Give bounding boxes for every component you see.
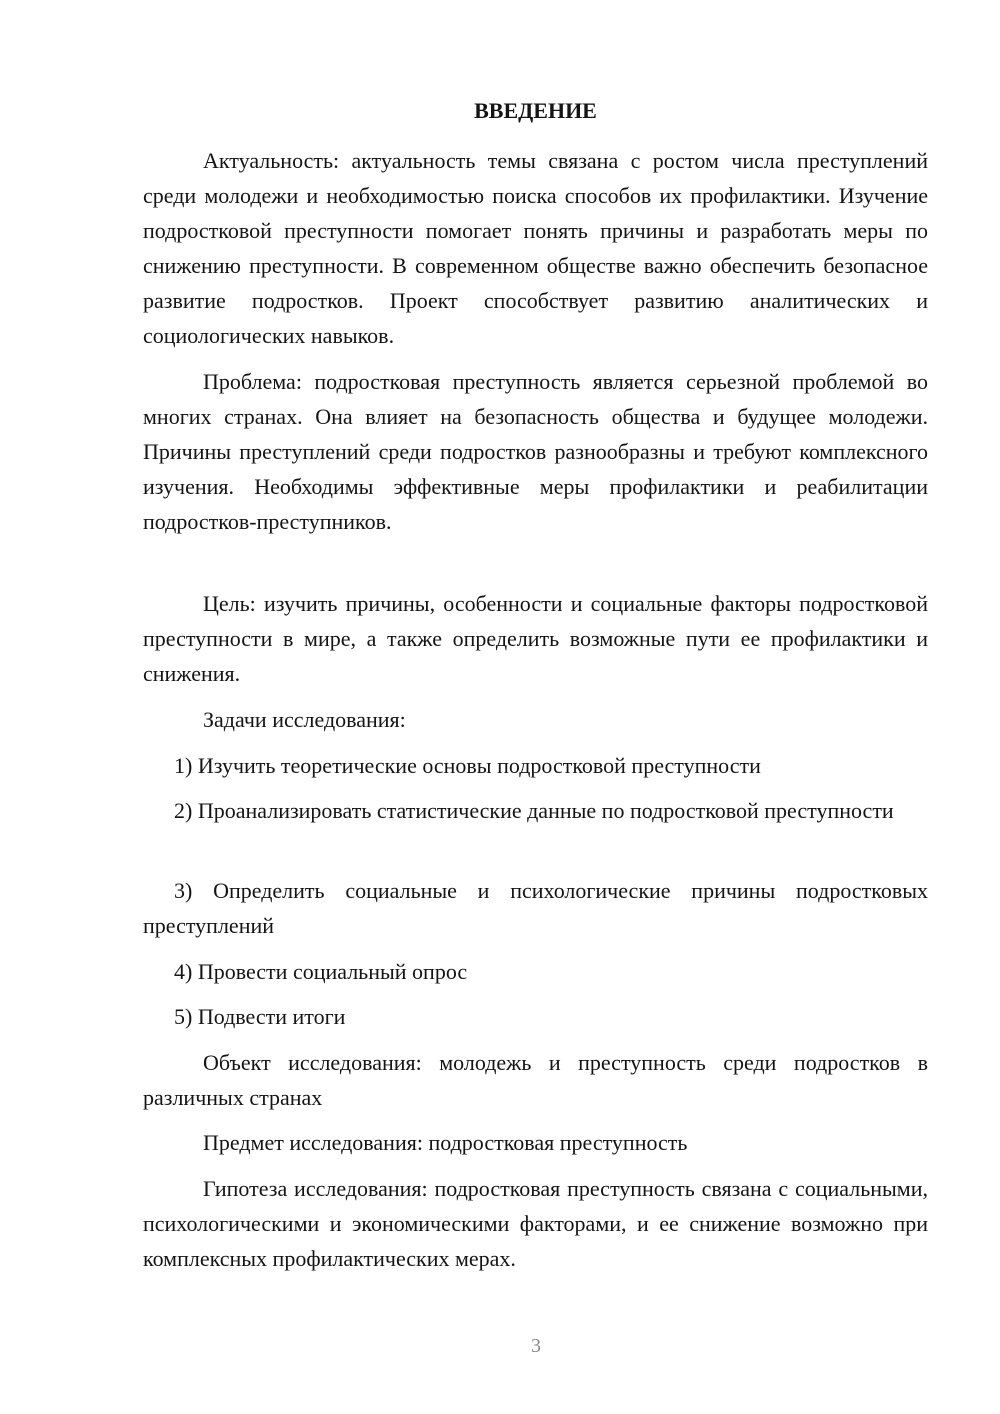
page-number: 3 — [531, 1335, 541, 1357]
object-paragraph: Объект исследования: молодежь и преступность среди подростков в различных странах — [143, 1050, 928, 1110]
page-title: ВВЕДЕНИЕ — [474, 98, 597, 123]
hypothesis-paragraph: Гипотеза исследования: подростковая преступность связана с социальными, психологическими и экономическими факторами, и ее снижение возможно при комплексных профилактических мерах. — [143, 1176, 928, 1271]
problem-paragraph: Проблема: подростковая преступность является серьезной проблемой во многих странах. Она влияет на безопасность общества и будущее молодежи. Причины преступлений среди подростков разнообразны и требуют комплексного изучения. Необходимы эффективные меры профилактики и реабилитации подростков-преступников. — [143, 369, 928, 534]
task-item-3: 3) Определить социальные и психологические причины подростковых преступлений — [143, 878, 928, 938]
task-item-1: 1) Изучить теоретические основы подростковой преступности — [174, 753, 761, 778]
goal-paragraph: Цель: изучить причины, особенности и социальные факторы подростковой преступности в мире, а также определить возможные пути ее профилактики и снижения. — [143, 591, 928, 686]
relevance-paragraph: Актуальность: актуальность темы связана с ростом числа преступлений среди молодежи и необходимостью поиска способов их профилактики. Изучение подростковой преступности помогает понять причины и разработать меры по снижению преступности. В современном обществе важно обеспечить безопасное развитие подростков. Проект способствует развитию аналитических и социологических навыков. — [143, 148, 928, 348]
tasks-heading: Задачи исследования: — [203, 707, 406, 732]
task-item-4: 4) Провести социальный опрос — [174, 959, 468, 984]
subject-paragraph: Предмет исследования: подростковая преступность — [203, 1130, 688, 1155]
task-item-2: 2) Проанализировать статистические данные по подростковой преступности — [174, 798, 894, 823]
task-item-5: 5) Подвести итоги — [174, 1004, 346, 1029]
